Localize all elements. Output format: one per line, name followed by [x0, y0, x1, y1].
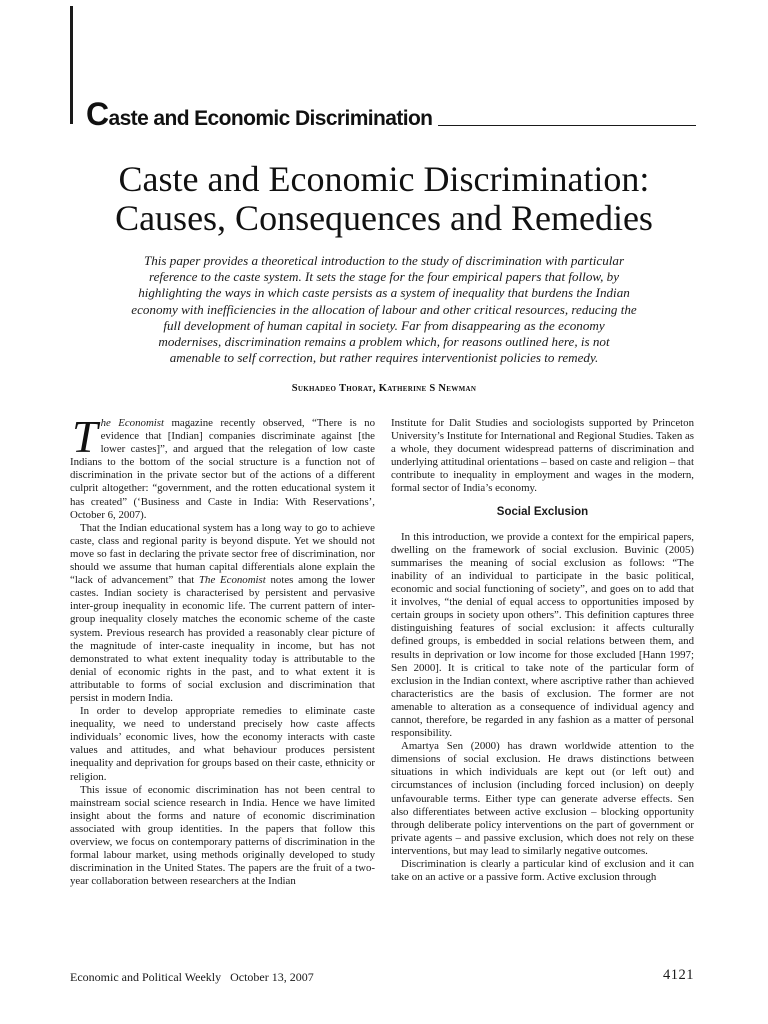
abstract-line: full development of human capital in society. Far from disappearing as the economy: [163, 317, 605, 333]
body-column-right: [391, 417, 694, 884]
title-line-1: Caste and Economic Discrimination:: [118, 159, 650, 199]
paragraph: In order to develop appropriate remedies to eliminate caste inequality, we need to understand precisely how caste affects individuals’ economic lives, how the economy interacts with caste values and attitudes, and what behaviour produces persistent inequality and deprivation for groups based on their caste, ethnicity or religion.: [70, 705, 375, 783]
abstract-line: reference to the caste system. It sets the stage for the four empirical papers that follow, by: [148, 269, 620, 285]
paragraph: That the Indian educational system has a long way to go to achieve caste, class and regional parity is beyond dispute. Yet we should not move so fast in declaring the private sector free of discrimination, nor should we assume that human capital differentials alone explain the “lack of advancement” that The Economist notes among the lower castes. Indian society is characterised by persistent and pervasive inter-group inequality in economic life. The current pattern of inter-group inequality closely matches the economic scheme of the caste system. Previous research has provided a reasonably clear picture of the magnitude of inter-caste inequality in income, but has not demonstrated to what extent inequality today is attributable to the denial of economic rights in the past, and to what extent it is attributable to forms of social exclusion and discrimination that persist in modern India.: [70, 521, 375, 704]
paragraph: Discrimination is clearly a particular kind of exclusion and it can take on an active or a passive form. Active exclusion through: [391, 858, 694, 884]
section-header-label: [86, 98, 432, 130]
drop-cap: T: [72, 411, 98, 462]
issue-date: October 13, 2007: [230, 970, 314, 984]
abstract-line: amenable to self correction, but rather requires interventionist policies to remedy.: [169, 350, 599, 366]
section-header-rest: aste and Economic Discrimination: [108, 107, 433, 130]
article-title: [40, 160, 728, 238]
page-number: 4121: [663, 967, 694, 983]
footer-journal: [70, 970, 314, 985]
italic-text: The Economist: [199, 574, 266, 587]
paragraph: Institute for Dalit Studies and sociologists supported by Princeton University’s Institute for International and Regional Studies. Taken as a whole, they document widespread patterns of discrimination and underlying attitudinal orientations – based on caste and religion – that contribute to inequality in employment and wages in the modern, formal sector of India’s economy.: [391, 417, 694, 495]
title-line-2: Causes, Consequences and Remedies: [115, 198, 653, 238]
abstract-line: modernises, discrimination remains a problem which, for reasons outlined here, is not: [158, 334, 610, 350]
abstract-line: economy with inefficiencies in the allocation of labour and other critical resources, reducing the: [131, 301, 637, 317]
subheading-social-exclusion: Social Exclusion: [496, 505, 589, 518]
vertical-rule: [70, 6, 73, 124]
paragraph: The Economist magazine recently observed, “There is no evidence that [Indian] companies discriminate against [the lower castes]”, and argued that the relegation of low caste Indians to the bottom of the social structure is a function not of discrimination in the private sector but of the actions of a different culprit altogether: “government, and the rotten educational system it has created” (‘Business and Caste in India: With Reservations’, October 6, 2007).: [70, 411, 375, 521]
paragraph: This issue of economic discrimination has not been central to mainstream social science research in India. Hence we have limited insight about the forms and nature of economic discrimination associated with group identities. In the papers that follow this overview, we focus on contemporary patterns of discrimination in the formal labour market, using methods originally developed to study discrimination in the United States. The papers are the fruit of a two-year collaboration between researchers at the Indian: [70, 783, 375, 888]
authors: Sukhadeo Thorat, Katherine S Newman: [291, 383, 477, 394]
paragraph: Amartya Sen (2000) has drawn worldwide attention to the dimensions of social exclusion. He draws distinctions between situations in which individuals are kept out (or left out) and circumstances of inclusion (including forced inclusion) on deeply unfavourable terms. Either type can generate adverse effects. Sen also differentiates between active exclusion – blocking opportunity through deliberate policy interventions on the part of government or private agents – and passive exclusion, which does not rely on these interventions, but may lead to similarly negative outcomes.: [391, 740, 694, 857]
abstract-line: This paper provides a theoretical introduction to the study of discrimination with particular: [143, 253, 625, 268]
abstract: [92, 253, 676, 366]
section-header-initial: C: [86, 96, 109, 132]
abstract-line: highlighting the ways in which caste persists as a system of inequality that burdens the Indian: [138, 285, 630, 301]
italic-text: he Economist: [100, 417, 165, 429]
journal-name: Economic and Political Weekly: [70, 970, 222, 984]
section-header-rule: [438, 125, 696, 126]
paragraph: In this introduction, we provide a context for the empirical papers, dwelling on the framework of social exclusion. Buvinic (2005) summarises the meaning of social exclusion as follows: “The inability of an individual to participate in the basic political, economic and social functioning of society”, and goes on to add that it involves, “the denial of equal access to opportunities imposed by certain groups in society upon others”. This definition captures three distinguishing features of social exclusion: it affects culturally defined groups, is embedded in social relations between them, and results in deprivation or low income for those excluded [Hann 1997; Sen 2000]. It is critical to take note of the particular form of exclusion in the Indian context, where ascriptive rather than achieved characteristics are the basis of exclusion. The former are not amenable to alteration as a consequence of individual agency and cannot, therefore, be regarded in any fashion as a matter of personal responsibility.: [391, 530, 694, 740]
section-header: [86, 90, 696, 130]
body-column-left: [70, 411, 375, 888]
